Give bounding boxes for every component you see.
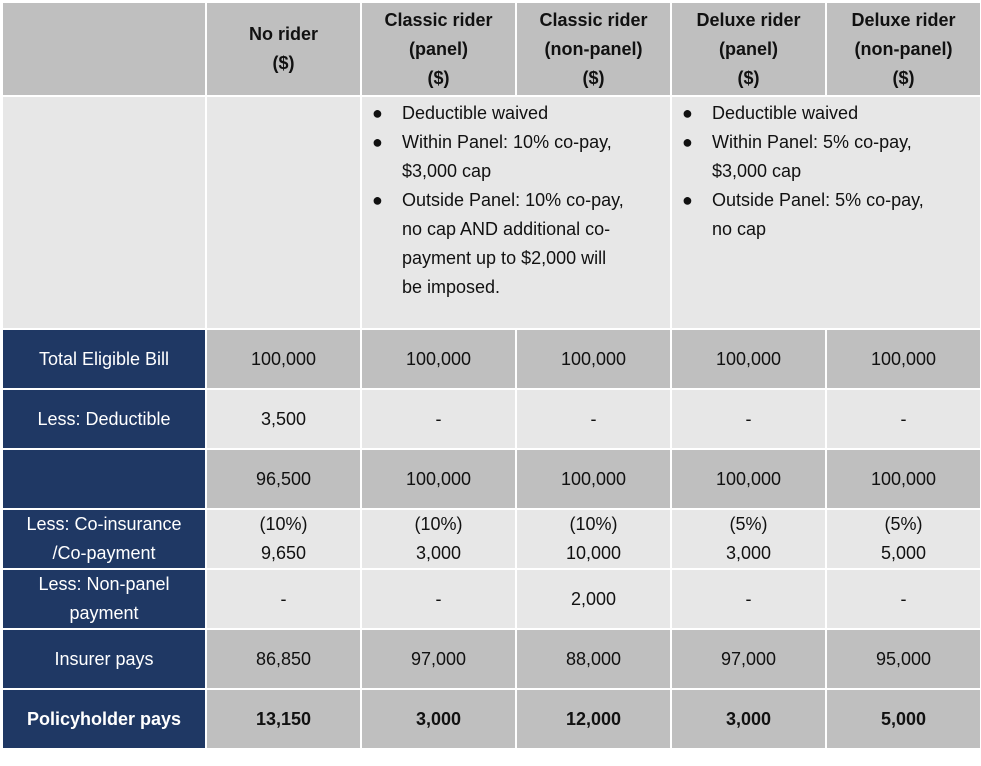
cell: 100,000 <box>361 329 516 389</box>
cell: 97,000 <box>361 629 516 689</box>
cell: 86,850 <box>206 629 361 689</box>
cell-amount: 9,650 <box>260 543 307 563</box>
cell: 95,000 <box>826 629 981 689</box>
header-text: Deluxe rider <box>696 9 801 30</box>
cell: - <box>206 569 361 629</box>
cell: - <box>361 389 516 449</box>
note-text: Outside Panel: 5% co-pay, no cap <box>712 190 924 239</box>
row-subtotal <box>2 449 981 509</box>
row-non-panel-payment <box>2 569 981 629</box>
header-text: (non-panel) <box>544 38 643 59</box>
cell: 100,000 <box>826 449 981 509</box>
header-empty <box>2 2 206 96</box>
cell: 96,500 <box>206 449 361 509</box>
row-label <box>2 449 206 509</box>
note-item <box>682 99 976 128</box>
header-deluxe-panel <box>671 2 826 96</box>
header-text: Deluxe rider <box>851 9 956 30</box>
cell-amount: 5,000 <box>880 543 927 563</box>
bullet-icon: ● <box>372 132 383 152</box>
note-item <box>372 128 617 186</box>
cell: 100,000 <box>671 329 826 389</box>
cell: - <box>671 569 826 629</box>
header-text: ($) <box>427 67 450 88</box>
cell: 100,000 <box>361 449 516 509</box>
note-item <box>682 128 962 186</box>
row-label: Total Eligible Bill <box>2 329 206 389</box>
header-classic-non-panel <box>516 2 671 96</box>
cell: 12,000 <box>516 689 671 749</box>
cell <box>826 509 981 569</box>
header-text: (non-panel) <box>854 38 953 59</box>
row-total-eligible-bill <box>2 329 981 389</box>
header-text: (panel) <box>408 38 468 59</box>
cell: 3,000 <box>671 689 826 749</box>
row-insurer-pays <box>2 629 981 689</box>
row-label: Less: Non-panel payment <box>2 569 206 629</box>
row-policyholder-pays <box>2 689 981 749</box>
cell: 100,000 <box>671 449 826 509</box>
header-text: ($) <box>892 67 915 88</box>
cell-amount: 3,000 <box>725 543 772 563</box>
cell-percent: (5%) <box>884 514 923 534</box>
cell <box>516 509 671 569</box>
classic-notes-list <box>366 99 666 302</box>
deluxe-notes <box>671 96 981 329</box>
cell: 88,000 <box>516 629 671 689</box>
classic-notes <box>361 96 671 329</box>
cell: 100,000 <box>516 449 671 509</box>
bullet-icon: ● <box>682 103 693 123</box>
header-no-rider <box>206 2 361 96</box>
desc-empty <box>206 96 361 329</box>
cell: 13,150 <box>206 689 361 749</box>
desc-empty <box>2 96 206 329</box>
note-item <box>372 99 666 128</box>
cell: 100,000 <box>206 329 361 389</box>
header-text: ($) <box>737 67 760 88</box>
row-label: Less: Deductible <box>2 389 206 449</box>
cell: 100,000 <box>826 329 981 389</box>
cell-amount: 10,000 <box>565 543 622 563</box>
row-deductible <box>2 389 981 449</box>
cell <box>671 509 826 569</box>
header-text: ($) <box>272 53 295 73</box>
bullet-icon: ● <box>372 190 383 210</box>
note-item <box>682 186 937 244</box>
cell-percent: (10%) <box>414 514 463 534</box>
note-item <box>372 186 627 302</box>
bullet-icon: ● <box>372 103 383 123</box>
row-label: Less: Co-insurance /Co-payment <box>2 509 206 569</box>
cell: 100,000 <box>516 329 671 389</box>
cell: 3,500 <box>206 389 361 449</box>
cell: 3,000 <box>361 689 516 749</box>
row-label: Insurer pays <box>2 629 206 689</box>
cell <box>361 509 516 569</box>
bullet-icon: ● <box>682 190 693 210</box>
note-text: Deductible waived <box>402 103 549 123</box>
header-text: ($) <box>582 67 605 88</box>
header-text: No rider <box>248 24 318 44</box>
cell: - <box>671 389 826 449</box>
cell: - <box>826 569 981 629</box>
bullet-icon: ● <box>682 132 693 152</box>
cell: - <box>826 389 981 449</box>
cell-percent: (10%) <box>569 514 618 534</box>
cell <box>206 509 361 569</box>
cell-amount: 3,000 <box>415 543 462 563</box>
cell: 2,000 <box>516 569 671 629</box>
header-row <box>2 2 981 96</box>
header-deluxe-non-panel <box>826 2 981 96</box>
header-text: Classic rider <box>384 9 493 30</box>
deluxe-notes-list <box>676 99 976 244</box>
cell-percent: (5%) <box>729 514 768 534</box>
cell: - <box>516 389 671 449</box>
row-co-insurance <box>2 509 981 569</box>
cell: 97,000 <box>671 629 826 689</box>
description-row <box>2 96 981 329</box>
note-text: Within Panel: 5% co-pay, $3,000 cap <box>712 132 912 181</box>
header-classic-panel <box>361 2 516 96</box>
note-text: Within Panel: 10% co-pay, $3,000 cap <box>402 132 612 181</box>
cell-percent: (10%) <box>259 514 308 534</box>
header-text: (panel) <box>718 38 778 59</box>
header-text: Classic rider <box>539 9 648 30</box>
cell: 5,000 <box>826 689 981 749</box>
rider-comparison-table <box>1 1 981 750</box>
row-label: Policyholder pays <box>2 689 206 749</box>
cell: - <box>361 569 516 629</box>
note-text: Deductible waived <box>712 103 859 123</box>
note-text: Outside Panel: 10% co-pay, no cap AND additional co-payment up to $2,000 will be imposed. <box>402 190 624 297</box>
